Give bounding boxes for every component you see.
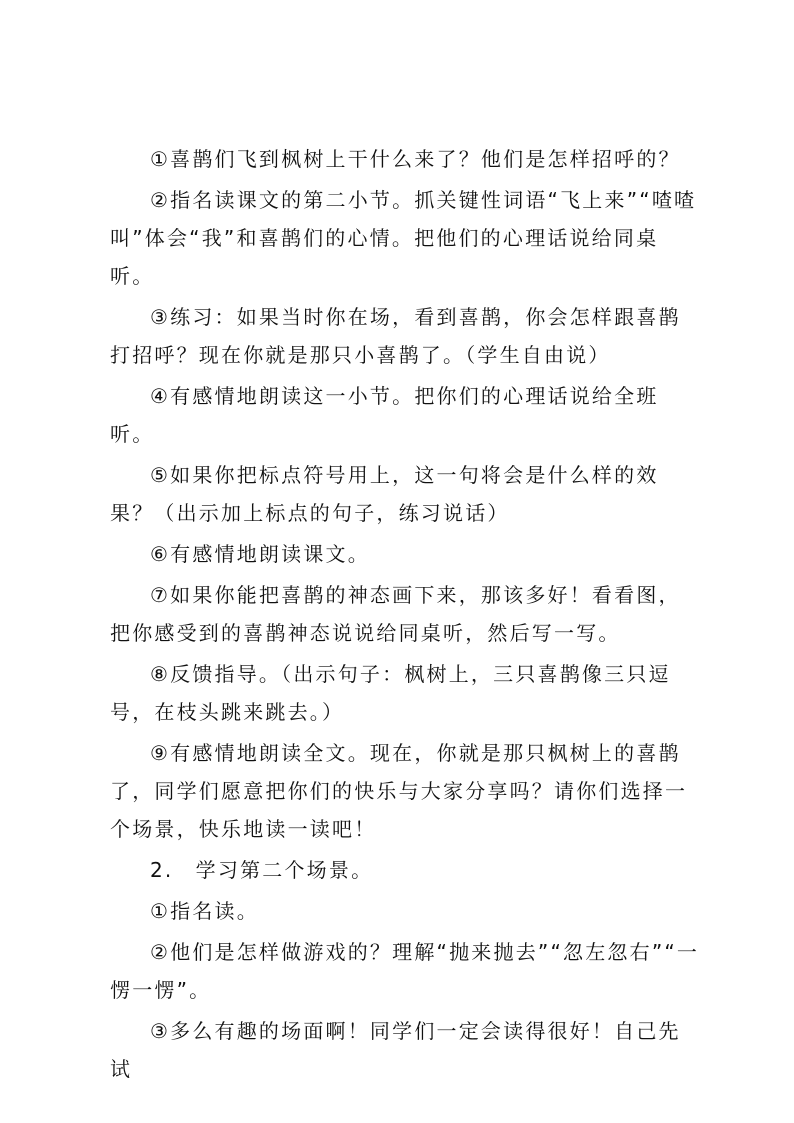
paragraph-reading-2: ②指名读课文的第二小节。抓关键性词语“飞上来”“喳喳叫”体会“我”和喜鹊们的心情。把他们的心理话说给同桌听。 — [110, 188, 697, 288]
paragraph-feedback-8: ⑧反馈指导。（出示句子：枫树上，三只喜鹊像三只逗号，在枝头跳来跳去。） — [110, 662, 671, 724]
document-body — [110, 140, 700, 1091]
paragraph-reading-4: ④有感情地朗读这一小节。把你们的心理话说给全班听。 — [110, 384, 659, 446]
paragraph-practice-3: ③练习：如果当时你在场，看到喜鹊，你会怎样跟喜鹊打招呼？现在你就是那只小喜鹊了。（学生自由说） — [110, 305, 681, 367]
paragraph-reading-6: ⑥有感情地朗读课文。 — [150, 542, 370, 566]
paragraph-scene2-1: ①指名读。 — [150, 899, 259, 923]
paragraph-scene2-3: ③多么有趣的场面啊！同学们一定会读得很好！自己先试 — [110, 1019, 681, 1081]
paragraph-reading-9: ⑨有感情地朗读全文。现在，你就是那只枫树上的喜鹊了，同学们愿意把你们的快乐与大家分享吗？请你们选择一个场景，快乐地读一读吧！ — [110, 741, 688, 841]
paragraph-scene2-2: ②他们是怎样做游戏的？理解“抛来抛去”“忽左忽右”“一愣一愣”。 — [110, 940, 700, 1002]
paragraph-punctuation-5: ⑤如果你把标点符号用上，这一句将会是什么样的效果？（出示加上标点的句子，练习说话） — [110, 463, 659, 525]
paragraph-question-1: ①喜鹊们飞到枫树上干什么来了？他们是怎样招呼的？ — [150, 147, 681, 171]
paragraph-drawing-7: ⑦如果你能把喜鹊的神态画下来，那该多好！看看图，把你感受到的喜鹊神态说说给同桌听，然后写一写。 — [110, 583, 681, 645]
section-heading-scene-2: 2. 学习第二个场景。 — [150, 858, 374, 882]
